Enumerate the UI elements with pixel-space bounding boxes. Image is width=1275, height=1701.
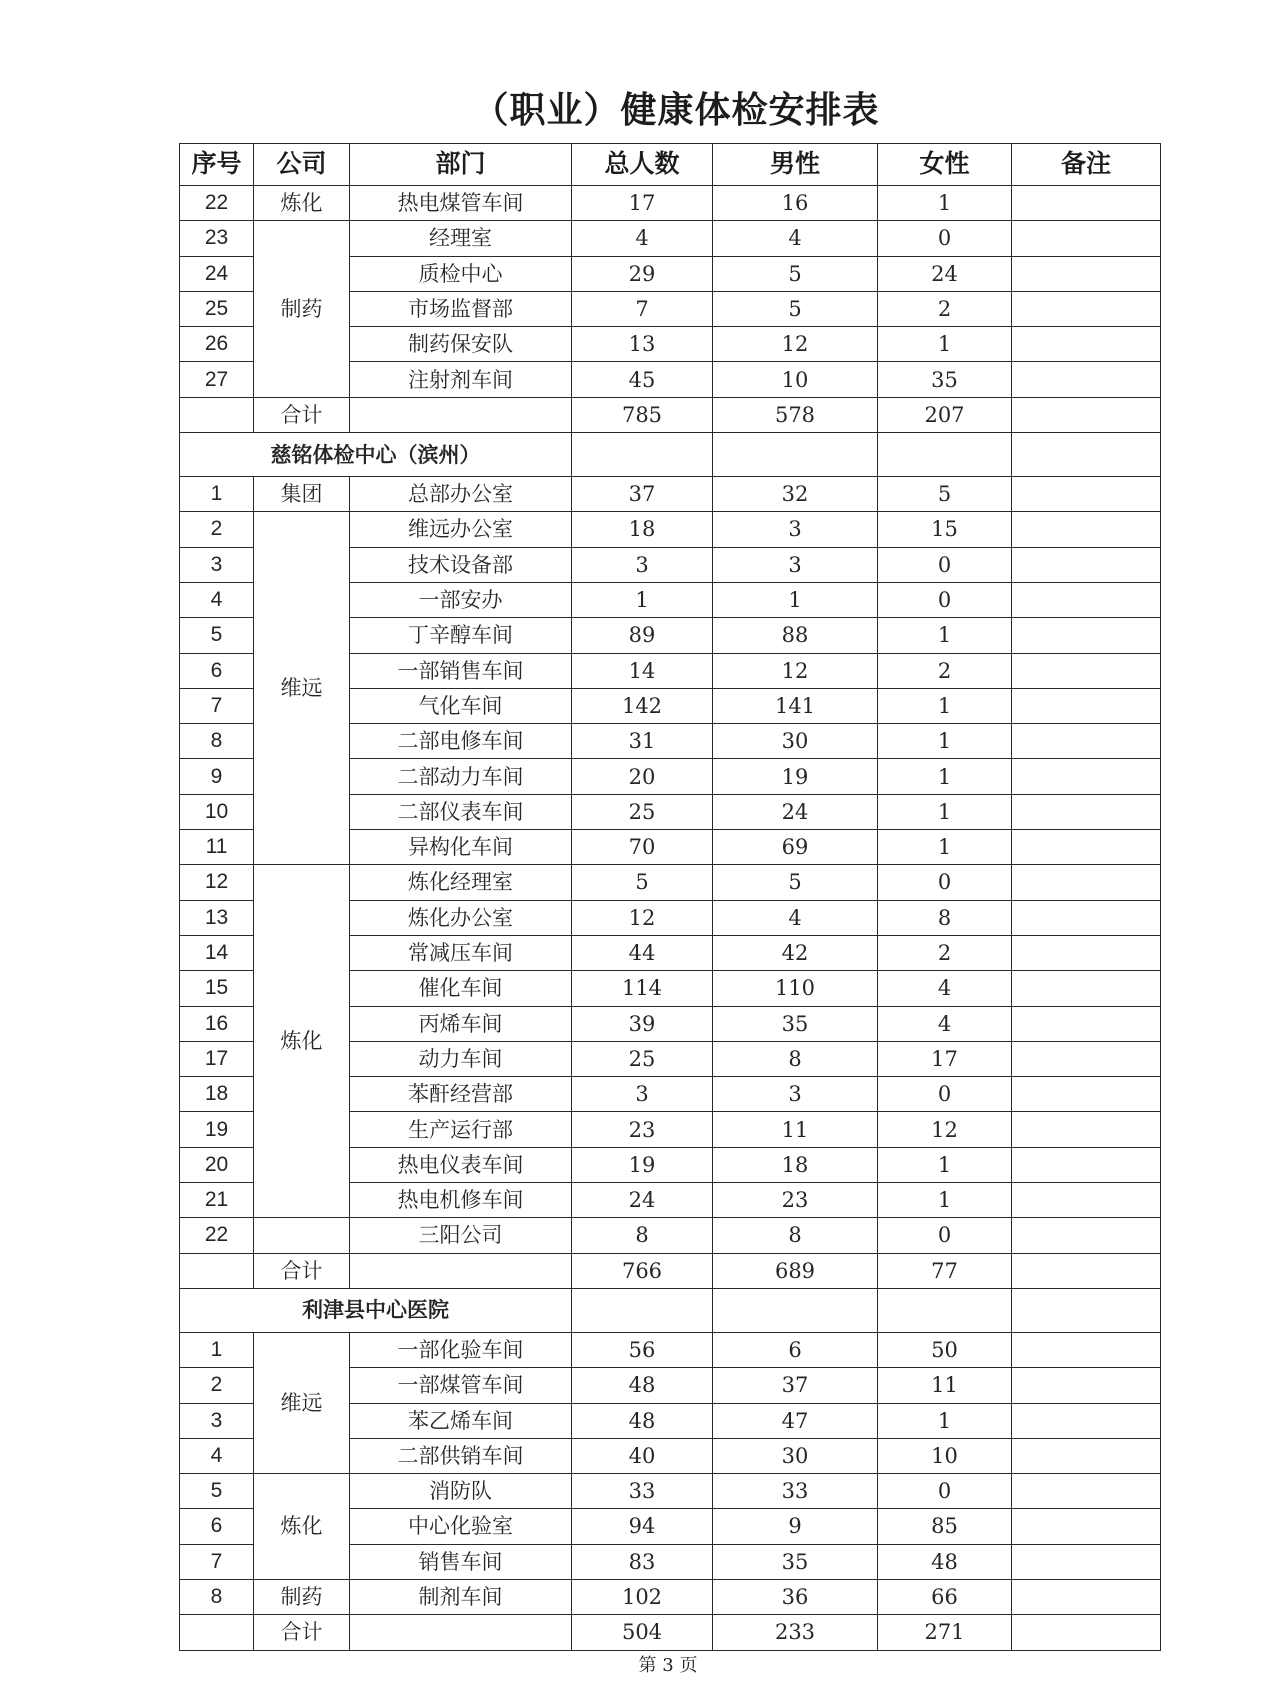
total-cell: 7 [572, 291, 713, 326]
female-cell: 1 [878, 1403, 1012, 1438]
female-cell: 1 [878, 830, 1012, 865]
row-number-cell: 15 [180, 971, 254, 1006]
total-cell: 13 [572, 327, 713, 362]
female-cell: 1 [878, 794, 1012, 829]
row-number-cell: 11 [180, 830, 254, 865]
subtotal-male: 578 [713, 397, 878, 432]
subtotal-total: 785 [572, 397, 713, 432]
remarks-cell [1012, 1332, 1161, 1367]
department-cell: 丙烯车间 [350, 1006, 572, 1041]
department-cell: 常减压车间 [350, 935, 572, 970]
company-cell: 炼化 [254, 865, 350, 1218]
remarks-cell [1012, 935, 1161, 970]
table-row [180, 477, 1161, 512]
female-cell: 1 [878, 327, 1012, 362]
male-cell: 141 [713, 688, 878, 723]
subtotal-row [180, 397, 1161, 432]
row-number-cell: 21 [180, 1183, 254, 1218]
male-cell: 42 [713, 935, 878, 970]
male-cell: 9 [713, 1509, 878, 1544]
department-cell: 一部安办 [350, 582, 572, 617]
total-cell: 89 [572, 618, 713, 653]
department-cell: 销售车间 [350, 1544, 572, 1579]
row-number-cell: 8 [180, 724, 254, 759]
total-cell: 44 [572, 935, 713, 970]
female-cell: 15 [878, 512, 1012, 547]
row-number-cell: 20 [180, 1147, 254, 1182]
row-number-cell: 10 [180, 794, 254, 829]
department-cell: 技术设备部 [350, 547, 572, 582]
total-cell: 31 [572, 724, 713, 759]
row-number-cell [180, 1253, 254, 1288]
subtotal-row [180, 1253, 1161, 1288]
female-cell: 0 [878, 582, 1012, 617]
company-cell: 炼化 [254, 186, 350, 221]
department-cell: 炼化经理室 [350, 865, 572, 900]
department-cell: 生产运行部 [350, 1112, 572, 1147]
page-number: 第 3 页 [638, 1655, 698, 1676]
row-number-cell: 9 [180, 759, 254, 794]
remarks-cell [1012, 1041, 1161, 1076]
department-cell: 制药保安队 [350, 327, 572, 362]
column-header-department: 部门 [350, 144, 572, 186]
row-number-cell: 6 [180, 1509, 254, 1544]
remarks-cell [1012, 865, 1161, 900]
company-cell: 集团 [254, 477, 350, 512]
female-cell: 12 [878, 1112, 1012, 1147]
female-cell: 8 [878, 900, 1012, 935]
column-header-no: 序号 [180, 144, 254, 186]
total-cell: 23 [572, 1112, 713, 1147]
row-number-cell: 22 [180, 1218, 254, 1253]
remarks-cell [1012, 759, 1161, 794]
male-cell: 23 [713, 1183, 878, 1218]
remarks-cell [1012, 256, 1161, 291]
female-cell: 1 [878, 724, 1012, 759]
total-cell: 45 [572, 362, 713, 397]
row-number-cell: 8 [180, 1579, 254, 1614]
department-cell: 二部动力车间 [350, 759, 572, 794]
subtotal-female: 271 [878, 1615, 1012, 1650]
department-cell: 一部煤管车间 [350, 1368, 572, 1403]
male-cell: 5 [713, 865, 878, 900]
section-heading: 利津县中心医院 [180, 1288, 572, 1332]
female-cell: 66 [878, 1579, 1012, 1614]
department-cell: 热电仪表车间 [350, 1147, 572, 1182]
remarks-cell [1012, 1183, 1161, 1218]
remarks-cell [1012, 186, 1161, 221]
department-cell: 热电机修车间 [350, 1183, 572, 1218]
male-cell: 30 [713, 1438, 878, 1473]
female-cell: 1 [878, 759, 1012, 794]
remarks-cell [1012, 1112, 1161, 1147]
female-cell: 4 [878, 1006, 1012, 1041]
row-number-cell: 16 [180, 1006, 254, 1041]
male-cell: 88 [713, 618, 878, 653]
row-number-cell: 23 [180, 221, 254, 256]
department-cell: 质检中心 [350, 256, 572, 291]
remarks-cell [1012, 688, 1161, 723]
female-cell: 2 [878, 935, 1012, 970]
remarks-cell [1012, 830, 1161, 865]
department-cell: 市场监督部 [350, 291, 572, 326]
subtotal-female: 207 [878, 397, 1012, 432]
total-cell: 8 [572, 1218, 713, 1253]
remarks-cell [1012, 1253, 1161, 1288]
remarks-cell [1012, 1006, 1161, 1041]
row-number-cell: 14 [180, 935, 254, 970]
total-cell: 3 [572, 547, 713, 582]
row-number-cell: 18 [180, 1077, 254, 1112]
department-cell: 总部办公室 [350, 477, 572, 512]
subtotal-male: 233 [713, 1615, 878, 1650]
department-cell: 二部供销车间 [350, 1438, 572, 1473]
section-heading-row [180, 1288, 1161, 1332]
total-cell: 17 [572, 186, 713, 221]
female-cell [878, 1288, 1012, 1332]
female-cell: 0 [878, 865, 1012, 900]
total-cell: 1 [572, 582, 713, 617]
column-header-company: 公司 [254, 144, 350, 186]
female-cell: 0 [878, 1474, 1012, 1509]
table-row [180, 186, 1161, 221]
table-body [180, 186, 1161, 1651]
female-cell: 1 [878, 1183, 1012, 1218]
remarks-cell [1012, 221, 1161, 256]
department-cell: 热电煤管车间 [350, 186, 572, 221]
section-heading-row [180, 433, 1161, 477]
subtotal-total: 766 [572, 1253, 713, 1288]
female-cell: 35 [878, 362, 1012, 397]
female-cell: 2 [878, 291, 1012, 326]
male-cell: 4 [713, 900, 878, 935]
female-cell: 1 [878, 618, 1012, 653]
total-cell: 48 [572, 1403, 713, 1438]
female-cell: 0 [878, 221, 1012, 256]
section-heading: 慈铭体检中心（滨州） [180, 433, 572, 477]
total-cell: 56 [572, 1332, 713, 1367]
row-number-cell: 13 [180, 900, 254, 935]
remarks-cell [1012, 1615, 1161, 1650]
table-row [180, 1332, 1161, 1367]
total-cell: 83 [572, 1544, 713, 1579]
remarks-cell [1012, 291, 1161, 326]
total-cell: 25 [572, 794, 713, 829]
total-cell: 114 [572, 971, 713, 1006]
company-cell: 维远 [254, 512, 350, 865]
female-cell: 5 [878, 477, 1012, 512]
total-cell: 33 [572, 1474, 713, 1509]
row-number-cell: 12 [180, 865, 254, 900]
subtotal-male: 689 [713, 1253, 878, 1288]
total-cell [572, 1288, 713, 1332]
male-cell: 5 [713, 256, 878, 291]
row-number-cell: 2 [180, 1368, 254, 1403]
remarks-cell [1012, 1474, 1161, 1509]
row-number-cell: 22 [180, 186, 254, 221]
exam-schedule-table [179, 143, 1161, 1651]
department-cell: 气化车间 [350, 688, 572, 723]
column-header-total: 总人数 [572, 144, 713, 186]
row-number-cell: 7 [180, 688, 254, 723]
row-number-cell: 3 [180, 1403, 254, 1438]
department-cell: 一部化验车间 [350, 1332, 572, 1367]
company-cell: 制药 [254, 221, 350, 397]
male-cell: 10 [713, 362, 878, 397]
male-cell: 6 [713, 1332, 878, 1367]
remarks-cell [1012, 971, 1161, 1006]
company-cell: 制药 [254, 1579, 350, 1614]
remarks-cell [1012, 362, 1161, 397]
row-number-cell: 7 [180, 1544, 254, 1579]
female-cell: 0 [878, 1218, 1012, 1253]
table-row [180, 512, 1161, 547]
table-row [180, 1218, 1161, 1253]
remarks-cell [1012, 1544, 1161, 1579]
row-number-cell: 6 [180, 653, 254, 688]
female-cell: 24 [878, 256, 1012, 291]
department-cell: 炼化办公室 [350, 900, 572, 935]
row-number-cell: 1 [180, 1332, 254, 1367]
male-cell: 1 [713, 582, 878, 617]
department-cell: 异构化车间 [350, 830, 572, 865]
total-cell: 29 [572, 256, 713, 291]
row-number-cell: 5 [180, 1474, 254, 1509]
table-row [180, 865, 1161, 900]
male-cell: 4 [713, 221, 878, 256]
remarks-cell [1012, 1509, 1161, 1544]
male-cell [713, 1288, 878, 1332]
remarks-cell [1012, 547, 1161, 582]
subtotal-total: 504 [572, 1615, 713, 1650]
remarks-cell [1012, 1368, 1161, 1403]
male-cell: 36 [713, 1579, 878, 1614]
department-cell: 一部销售车间 [350, 653, 572, 688]
total-cell: 39 [572, 1006, 713, 1041]
total-cell: 70 [572, 830, 713, 865]
male-cell: 12 [713, 327, 878, 362]
remarks-cell [1012, 794, 1161, 829]
total-cell: 18 [572, 512, 713, 547]
row-number-cell: 5 [180, 618, 254, 653]
male-cell: 8 [713, 1218, 878, 1253]
male-cell: 3 [713, 1077, 878, 1112]
department-cell: 注射剂车间 [350, 362, 572, 397]
table-row [180, 1474, 1161, 1509]
department-cell: 二部电修车间 [350, 724, 572, 759]
row-number-cell: 27 [180, 362, 254, 397]
female-cell: 1 [878, 186, 1012, 221]
remarks-cell [1012, 1218, 1161, 1253]
female-cell: 4 [878, 971, 1012, 1006]
remarks-cell [1012, 477, 1161, 512]
column-header-male: 男性 [713, 144, 878, 186]
male-cell: 19 [713, 759, 878, 794]
row-number-cell: 4 [180, 582, 254, 617]
total-cell: 20 [572, 759, 713, 794]
male-cell: 8 [713, 1041, 878, 1076]
total-cell: 40 [572, 1438, 713, 1473]
department-cell [350, 397, 572, 432]
remarks-cell [1012, 1438, 1161, 1473]
department-cell: 消防队 [350, 1474, 572, 1509]
male-cell: 12 [713, 653, 878, 688]
row-number-cell: 17 [180, 1041, 254, 1076]
company-cell: 炼化 [254, 1474, 350, 1580]
department-cell [350, 1253, 572, 1288]
remarks-cell [1012, 327, 1161, 362]
total-cell: 102 [572, 1579, 713, 1614]
male-cell: 18 [713, 1147, 878, 1182]
female-cell: 1 [878, 1147, 1012, 1182]
male-cell: 24 [713, 794, 878, 829]
document-title: （职业）健康体检安排表 [472, 89, 880, 131]
total-cell: 48 [572, 1368, 713, 1403]
row-number-cell: 19 [180, 1112, 254, 1147]
female-cell: 0 [878, 1077, 1012, 1112]
subtotal-label: 合计 [254, 1615, 350, 1650]
male-cell: 35 [713, 1544, 878, 1579]
female-cell: 1 [878, 688, 1012, 723]
row-number-cell: 4 [180, 1438, 254, 1473]
subtotal-row [180, 1615, 1161, 1650]
subtotal-label: 合计 [254, 397, 350, 432]
subtotal-label: 合计 [254, 1253, 350, 1288]
total-cell: 19 [572, 1147, 713, 1182]
total-cell: 3 [572, 1077, 713, 1112]
male-cell: 33 [713, 1474, 878, 1509]
male-cell [713, 433, 878, 477]
remarks-cell [1012, 900, 1161, 935]
row-number-cell [180, 397, 254, 432]
table-header-row [180, 144, 1161, 186]
total-cell [572, 433, 713, 477]
total-cell: 14 [572, 653, 713, 688]
department-cell: 催化车间 [350, 971, 572, 1006]
male-cell: 16 [713, 186, 878, 221]
table-row [180, 1579, 1161, 1614]
male-cell: 35 [713, 1006, 878, 1041]
total-cell: 5 [572, 865, 713, 900]
male-cell: 47 [713, 1403, 878, 1438]
male-cell: 110 [713, 971, 878, 1006]
male-cell: 32 [713, 477, 878, 512]
department-cell [350, 1615, 572, 1650]
row-number-cell: 2 [180, 512, 254, 547]
total-cell: 94 [572, 1509, 713, 1544]
remarks-cell [1012, 1077, 1161, 1112]
remarks-cell [1012, 433, 1161, 477]
remarks-cell [1012, 618, 1161, 653]
remarks-cell [1012, 582, 1161, 617]
female-cell: 85 [878, 1509, 1012, 1544]
male-cell: 37 [713, 1368, 878, 1403]
remarks-cell [1012, 1288, 1161, 1332]
department-cell: 经理室 [350, 221, 572, 256]
total-cell: 25 [572, 1041, 713, 1076]
department-cell: 二部仪表车间 [350, 794, 572, 829]
female-cell [878, 433, 1012, 477]
row-number-cell: 26 [180, 327, 254, 362]
table-row [180, 221, 1161, 256]
female-cell: 10 [878, 1438, 1012, 1473]
company-cell [254, 1218, 350, 1253]
remarks-cell [1012, 1147, 1161, 1182]
total-cell: 24 [572, 1183, 713, 1218]
department-cell: 维远办公室 [350, 512, 572, 547]
subtotal-female: 77 [878, 1253, 1012, 1288]
department-cell: 三阳公司 [350, 1218, 572, 1253]
remarks-cell [1012, 1579, 1161, 1614]
total-cell: 4 [572, 221, 713, 256]
total-cell: 37 [572, 477, 713, 512]
female-cell: 2 [878, 653, 1012, 688]
male-cell: 3 [713, 512, 878, 547]
row-number-cell: 25 [180, 291, 254, 326]
department-cell: 苯酐经营部 [350, 1077, 572, 1112]
male-cell: 69 [713, 830, 878, 865]
column-header-female: 女性 [878, 144, 1012, 186]
male-cell: 5 [713, 291, 878, 326]
remarks-cell [1012, 397, 1161, 432]
company-cell: 维远 [254, 1332, 350, 1473]
department-cell: 动力车间 [350, 1041, 572, 1076]
row-number-cell [180, 1615, 254, 1650]
female-cell: 50 [878, 1332, 1012, 1367]
female-cell: 48 [878, 1544, 1012, 1579]
column-header-remarks: 备注 [1012, 144, 1161, 186]
row-number-cell: 24 [180, 256, 254, 291]
female-cell: 0 [878, 547, 1012, 582]
female-cell: 11 [878, 1368, 1012, 1403]
male-cell: 3 [713, 547, 878, 582]
remarks-cell [1012, 724, 1161, 759]
male-cell: 11 [713, 1112, 878, 1147]
total-cell: 142 [572, 688, 713, 723]
male-cell: 30 [713, 724, 878, 759]
remarks-cell [1012, 653, 1161, 688]
remarks-cell [1012, 512, 1161, 547]
female-cell: 17 [878, 1041, 1012, 1076]
department-cell: 苯乙烯车间 [350, 1403, 572, 1438]
department-cell: 丁辛醇车间 [350, 618, 572, 653]
department-cell: 中心化验室 [350, 1509, 572, 1544]
total-cell: 12 [572, 900, 713, 935]
row-number-cell: 3 [180, 547, 254, 582]
row-number-cell: 1 [180, 477, 254, 512]
department-cell: 制剂车间 [350, 1579, 572, 1614]
remarks-cell [1012, 1403, 1161, 1438]
